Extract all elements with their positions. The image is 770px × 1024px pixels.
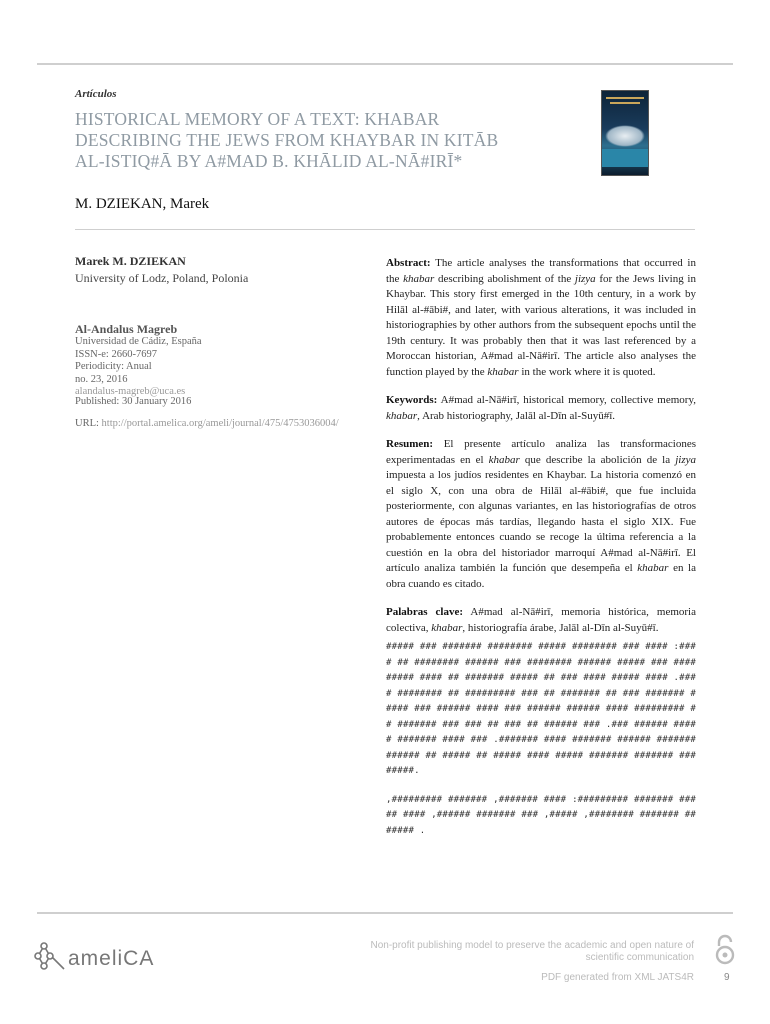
- article-author: M. DZIEKAN, Marek: [75, 196, 210, 212]
- arabic-keywords-placeholder: ,######### ####### ,####### #### :######### ####### ##### #### ,###### ####### ### ,##### ,######## ####### ####### .: [386, 794, 696, 836]
- abstract-text: The article analyses the transformations that occurred in the khabar describing abolishment of the jizya for the Jews living in Khaybar. This story first emerged in the 10th century, in a work by Hilāl al-#ābi#, and later, with various alterations, it was included in historiographies by other authors from the subsequent epochs until the 19th century. It was probably then that it was last referenced by a Moroccan historian, A#mad al-Nā#irī. The article also analyses the function played by the khabar in the work where it is quoted.: [386, 257, 696, 378]
- italic-term: khabar: [403, 272, 435, 285]
- palabras-clave-text: A#mad al-Nā#irī, memoria histórica, memoria colectiva, khabar, historiografía árabe, Jalāl al-Dīn al-Suyū#ī.: [386, 606, 696, 634]
- amelica-logo: [34, 940, 155, 972]
- italic-term: khabar: [386, 409, 418, 422]
- italic-term: khabar: [487, 365, 519, 378]
- url-link[interactable]: http://portal.amelica.org/ameli/journal/475/4753036004/: [101, 418, 339, 429]
- top-rule: [37, 63, 733, 65]
- italic-term: khabar: [488, 453, 520, 466]
- journal-issue: no. 23, 2016: [75, 373, 128, 385]
- amelica-logo-text: ameliCA: [68, 947, 155, 970]
- keywords-label: Keywords:: [386, 394, 438, 406]
- italic-term: jizya: [574, 272, 596, 285]
- italic-term: khabar: [637, 562, 669, 574]
- resumen-text: El presente artículo analiza las transformaciones experimentadas en el khabar que describe la abolición de la jizya impuesta a los judíos residentes en Khaybar. La historia comenzó en el siglo X, con una obra de Hilāl al-#ābi#, que fue incluida posteriormente, con algunas variantes, en las historiografías de otros autores de épocas más tardías, llegando hasta el siglo XIX. Fue probablemente entonces cuando se recoge la última referencia a la cuestión en la obra del historiador marroquí A#mad al-Nā#irī. El artículo analiza también la función que desempeña el khabar en la obra cuando es citado.: [386, 438, 696, 590]
- author-affiliation: University of Lodz, Poland, Polonia: [75, 271, 249, 285]
- abstract-column: [386, 256, 696, 852]
- journal-email[interactable]: alandalus-magreb@uca.es: [75, 386, 186, 397]
- arabic-abstract-placeholder: ##### ### ####### ######## ##### ######## ### #### :#### ## ######## ###### ### ######## ###### ##### ### #### ##### #### ## ####### ##### ## ### #### ##### #### .#### ######## ## ######### ### ## ####### ## ### ####### ##### ### ###### #### ### ###### ###### #### ######### ## ####### ### ### ## ### ## ###### ### .### ###### ##### ####### #### ### .####### #### ####### ###### ####### ###### ## ##### ## ##### #### ##### ####### ####### ### #####.: [386, 642, 696, 776]
- footer-rule: [37, 912, 733, 914]
- header-divider: [75, 229, 695, 230]
- footer-pdf-note: PDF generated from XML JATS4R: [541, 972, 694, 983]
- italic-term: jizya: [675, 453, 696, 466]
- article-title-line-3: AL-ISTIQ#Ā BY A#MAD B. KHĀLID AL-NĀ#IRĪ*: [75, 151, 463, 171]
- section-label: Artículos: [75, 88, 117, 100]
- journal-title: Al-Andalus Magreb: [75, 322, 178, 336]
- journal-publisher: Universidad de Cádiz, España: [75, 336, 202, 347]
- journal-cover-image: [601, 90, 649, 176]
- amelica-logo-icon: [34, 940, 66, 972]
- article-title: [75, 109, 545, 172]
- italic-term: khabar: [431, 621, 463, 634]
- palabras-clave-paragraph: [386, 605, 696, 636]
- abstract-paragraph: [386, 256, 696, 380]
- open-access-icon: [712, 934, 738, 966]
- journal-info: [75, 336, 365, 399]
- keywords-paragraph: [386, 393, 696, 424]
- url-label: URL:: [75, 418, 99, 429]
- author-name: Marek M. DZIEKAN: [75, 254, 186, 268]
- footer-note: Non-profit publishing model to preserve the academic and open nature of scientific communication: [370, 940, 694, 963]
- resumen-paragraph: [386, 437, 696, 592]
- palabras-clave-label: Palabras clave:: [386, 606, 464, 618]
- article-title-line-1: HISTORICAL MEMORY OF A TEXT: KHABAR: [75, 109, 440, 129]
- page-number: 9: [724, 972, 730, 983]
- article-title-line-2: DESCRIBING THE JEWS FROM KHAYBAR IN KITĀB: [75, 130, 499, 150]
- journal-issn: ISSN-e: 2660-7697: [75, 348, 157, 360]
- keywords-text: A#mad al-Nā#irī, historical memory, collective memory, khabar, Arab historiography, Jalāl al-Dīn al-Suyū#ī.: [386, 394, 696, 422]
- journal-periodicity: Periodicity: Anual: [75, 361, 152, 372]
- published-date: Published: 30 January 2016: [75, 396, 192, 407]
- article-url: [75, 418, 365, 429]
- abstract-label: Abstract:: [386, 257, 431, 269]
- resumen-label: Resumen:: [386, 438, 434, 450]
